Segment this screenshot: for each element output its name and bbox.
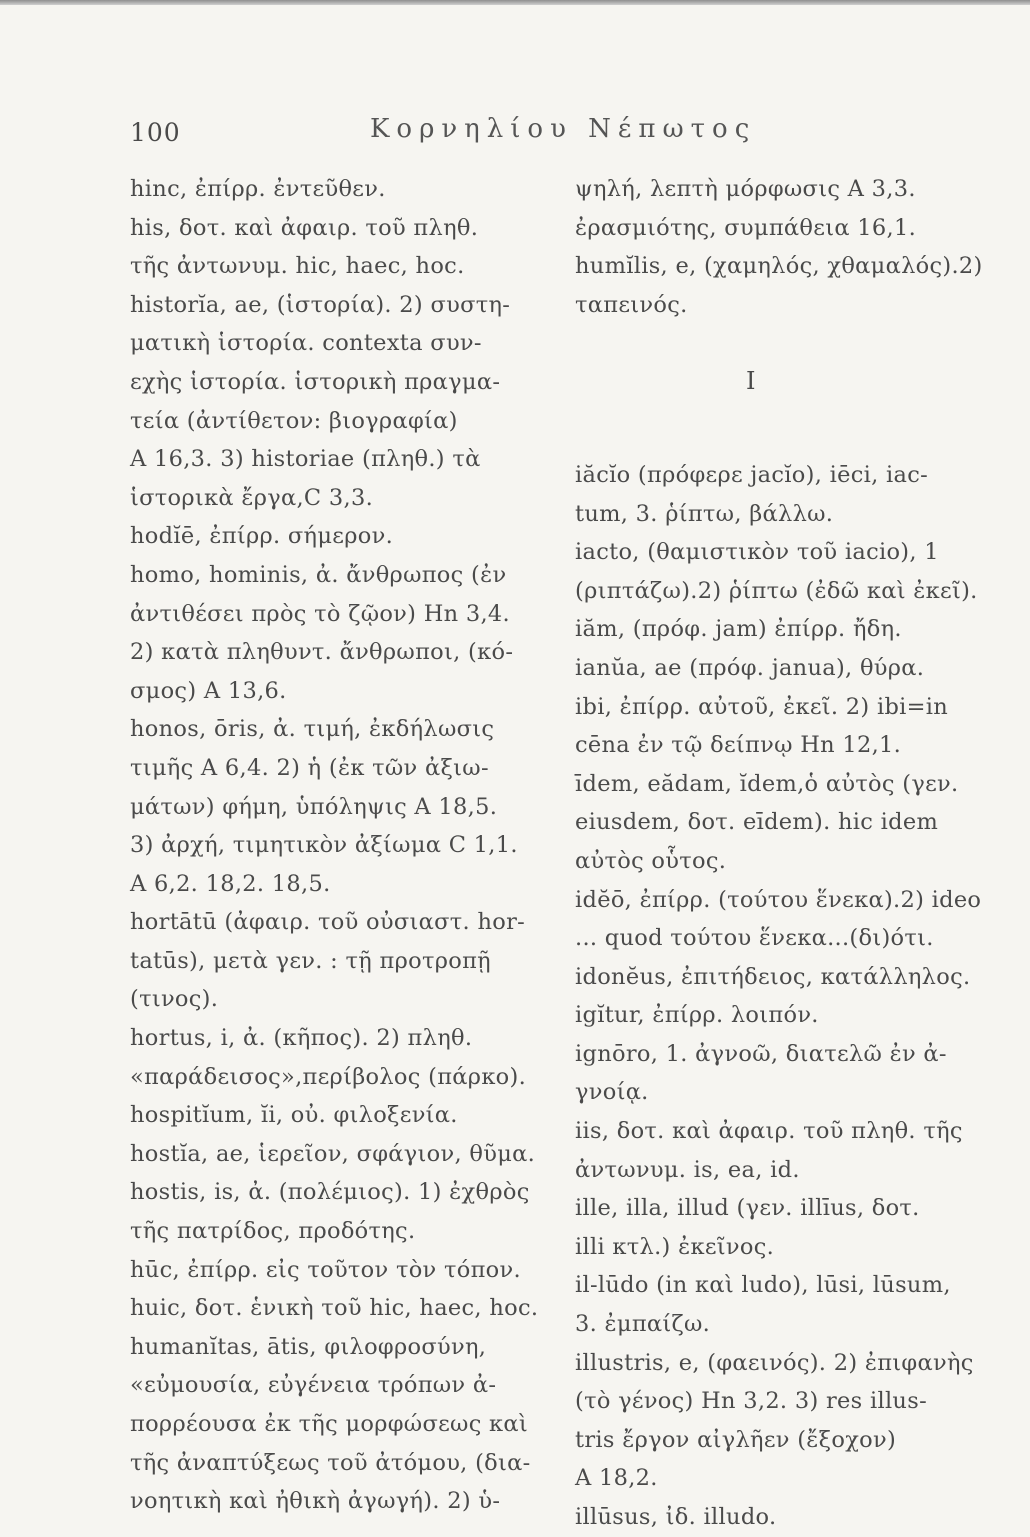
dictionary-line: tris ἔργον αἰγλῆεν (ἔξοχον) <box>575 1426 897 1453</box>
dictionary-line: il-lūdo (in καὶ ludo), lūsi, lūsum, <box>575 1272 951 1299</box>
dictionary-line: «εὐμουσία, εὐγένεια τρόπων ἀ- <box>130 1372 497 1399</box>
dictionary-line: hospitĭum, ĭi, οὐ. φιλοξενία. <box>130 1102 458 1129</box>
dictionary-line: homo, hominis, ἀ. ἄνθρωπος (ἐν <box>130 561 507 588</box>
right-column-entries <box>575 456 995 1537</box>
running-title: Κορνηλίου Νέπωτος <box>370 114 757 144</box>
dictionary-line: idonĕus, ἐπιτήδειος, κατάλληλος. <box>575 963 971 990</box>
dictionary-line: A 16,3. 3) historiae (πληθ.) τὰ <box>130 446 481 473</box>
dictionary-line: νοητικὴ καὶ ἠθικὴ ἀγωγή). 2) ὑ- <box>130 1488 501 1515</box>
dictionary-line: τῆς ἀντωνυμ. hic, haec, hoc. <box>130 253 465 280</box>
dictionary-line: his, δοτ. καὶ ἀφαιρ. τοῦ πληθ. <box>130 214 479 241</box>
dictionary-line: 3) ἀρχή, τιμητικὸν ἀξίωμα C 1,1. <box>130 832 518 859</box>
dictionary-line: iăcĭo (πρόφερε jacĭo), iēci, iac- <box>575 461 929 488</box>
dictionary-line: ταπεινός. <box>575 291 688 318</box>
left-column <box>130 170 550 1521</box>
dictionary-line: (τινος). <box>130 986 219 1013</box>
dictionary-line: (ριπτάζω).2) ῥίπτω (ἐδῶ καὶ ἐκεῖ). <box>575 577 978 604</box>
dictionary-line: hostis, is, ἀ. (πολέμιος). 1) ἐχθρὸς <box>130 1179 530 1206</box>
dictionary-line: (τὸ γένος) Hn 3,2. 3) res illus- <box>575 1388 927 1415</box>
dictionary-line: cēna ἐν τῷ δείπνῳ Hn 12,1. <box>575 732 902 759</box>
dictionary-line: 2) κατὰ πληθυντ. ἄνθρωποι, (κό- <box>130 639 514 666</box>
dictionary-line: ignōro, 1. ἀγνοῶ, διατελῶ ἐν ἀ- <box>575 1040 947 1067</box>
page-top-edge <box>0 0 1030 5</box>
dictionary-line: igĭtur, ἐπίρρ. λοιπόν. <box>575 1002 819 1029</box>
dictionary-line: τεία (ἀντίθετον: βιογραφία) <box>130 407 458 434</box>
dictionary-line: hostĭa, ae, ἱερεῖον, σφάγιον, θῦμα. <box>130 1140 536 1167</box>
dictionary-line: ἀντωνυμ. is, ea, id. <box>575 1156 800 1183</box>
dictionary-line: tum, 3. ῥίπτω, βάλλω. <box>575 500 834 527</box>
dictionary-line: ille, illa, illud (γεν. illīus, δοτ. <box>575 1195 920 1222</box>
dictionary-line: σμος) A 13,6. <box>130 677 287 704</box>
dictionary-line: ἱστορικὰ ἔργα,C 3,3. <box>130 484 374 511</box>
section-letter-heading: I <box>746 367 756 396</box>
dictionary-line: huic, δοτ. ἑνικὴ τοῦ hic, haec, hoc. <box>130 1295 539 1322</box>
page-number: 100 <box>130 118 181 147</box>
dictionary-line: illustris, e, (φαεινός). 2) ἐπιφανὴς <box>575 1349 974 1376</box>
dictionary-line: ἀντιθέσει πρὸς τὸ ζῷον) Hn 3,4. <box>130 600 510 627</box>
dictionary-line: ἐρασμιότης, συμπάθεια 16,1. <box>575 214 917 241</box>
dictionary-line: hūc, ἐπίρρ. εἰς τοῦτον τὸν τόπον. <box>130 1256 521 1283</box>
dictionary-line: tatūs), μετὰ γεν. : τῇ προτροπῇ <box>130 947 491 974</box>
dictionary-line: illi κτλ.) ἐκεῖνος. <box>575 1233 775 1260</box>
dictionary-line: hortātū (ἀφαιρ. τοῦ οὐσιαστ. hor- <box>130 909 526 936</box>
dictionary-line: εχὴς ἱστορία. ἱστορικὴ πραγμα- <box>130 368 501 395</box>
dictionary-line: humĭlis, e, (χαμηλός, χθαμαλός).2) <box>575 253 983 280</box>
dictionary-line: īdem, eădam, ĭdem,ὁ αὐτὸς (γεν. <box>575 770 959 797</box>
dictionary-line: iis, δοτ. καὶ ἀφαιρ. τοῦ πληθ. τῆς <box>575 1118 963 1145</box>
dictionary-line: ibi, ἐπίρρ. αὐτοῦ, ἐκεῖ. 2) ibi=in <box>575 693 949 720</box>
dictionary-line: honos, ōris, ἀ. τιμή, ἐκδήλωσις <box>130 716 495 743</box>
dictionary-line: ... quod τούτου ἕνεκα...(δι)ότι. <box>575 925 934 952</box>
dictionary-line: illūsus, ἰδ. illudo. <box>575 1504 777 1530</box>
dictionary-line: γνοίᾳ. <box>575 1079 649 1106</box>
dictionary-line: τιμῆς A 6,4. 2) ἡ (ἐκ τῶν ἀξιω- <box>130 754 489 781</box>
dictionary-line: hodĭē, ἐπίρρ. σήμερον. <box>130 523 394 550</box>
right-column <box>575 170 995 1537</box>
right-column-intro <box>575 170 995 324</box>
dictionary-line: idĕō, ἐπίρρ. (τούτου ἕνεκα).2) ideo <box>575 886 982 913</box>
dictionary-line: humanĭtas, ātis, φιλοφροσύνη, <box>130 1333 487 1360</box>
dictionary-line: τῆς πατρίδος, προδότης. <box>130 1218 416 1245</box>
dictionary-line: A 18,2. <box>575 1465 658 1492</box>
dictionary-line: hinc, ἐπίρρ. ἐντεῦθεν. <box>130 176 386 202</box>
dictionary-line: αὐτὸς οὗτος. <box>575 847 727 874</box>
dictionary-line: μάτων) φήμη, ὑπόληψις A 18,5. <box>130 793 498 820</box>
dictionary-line: iăm, (πρόφ. jam) ἐπίρρ. ἤδη. <box>575 616 902 643</box>
dictionary-line: «παράδεισος»,περίβολος (πάρκο). <box>130 1063 527 1090</box>
dictionary-line: ματικὴ ἱστορία. contexta συν- <box>130 330 482 357</box>
dictionary-line: hortus, i, ἀ. (κῆπος). 2) πληθ. <box>130 1025 473 1052</box>
dictionary-line: eiusdem, δοτ. eīdem). hic idem <box>575 809 939 836</box>
dictionary-line: historĭa, ae, (ἱστορία). 2) συστη- <box>130 291 511 318</box>
dictionary-line: ψηλή, λεπτὴ μόρφωσις A 3,3. <box>575 176 916 202</box>
dictionary-line: A 6,2. 18,2. 18,5. <box>130 870 331 897</box>
dictionary-line: 3. ἐμπαίζω. <box>575 1311 711 1338</box>
dictionary-line: iacto, (θαμιστικὸν τοῦ iacio), 1 <box>575 539 939 566</box>
dictionary-line: τῆς ἀναπτύξεως τοῦ ἀτόμου, (δια- <box>130 1449 531 1476</box>
dictionary-line: ianŭa, ae (πρόφ. janua), θύρα. <box>575 654 925 681</box>
dictionary-line: πορρέουσα ἐκ τῆς μορφώσεως καὶ <box>130 1411 529 1437</box>
